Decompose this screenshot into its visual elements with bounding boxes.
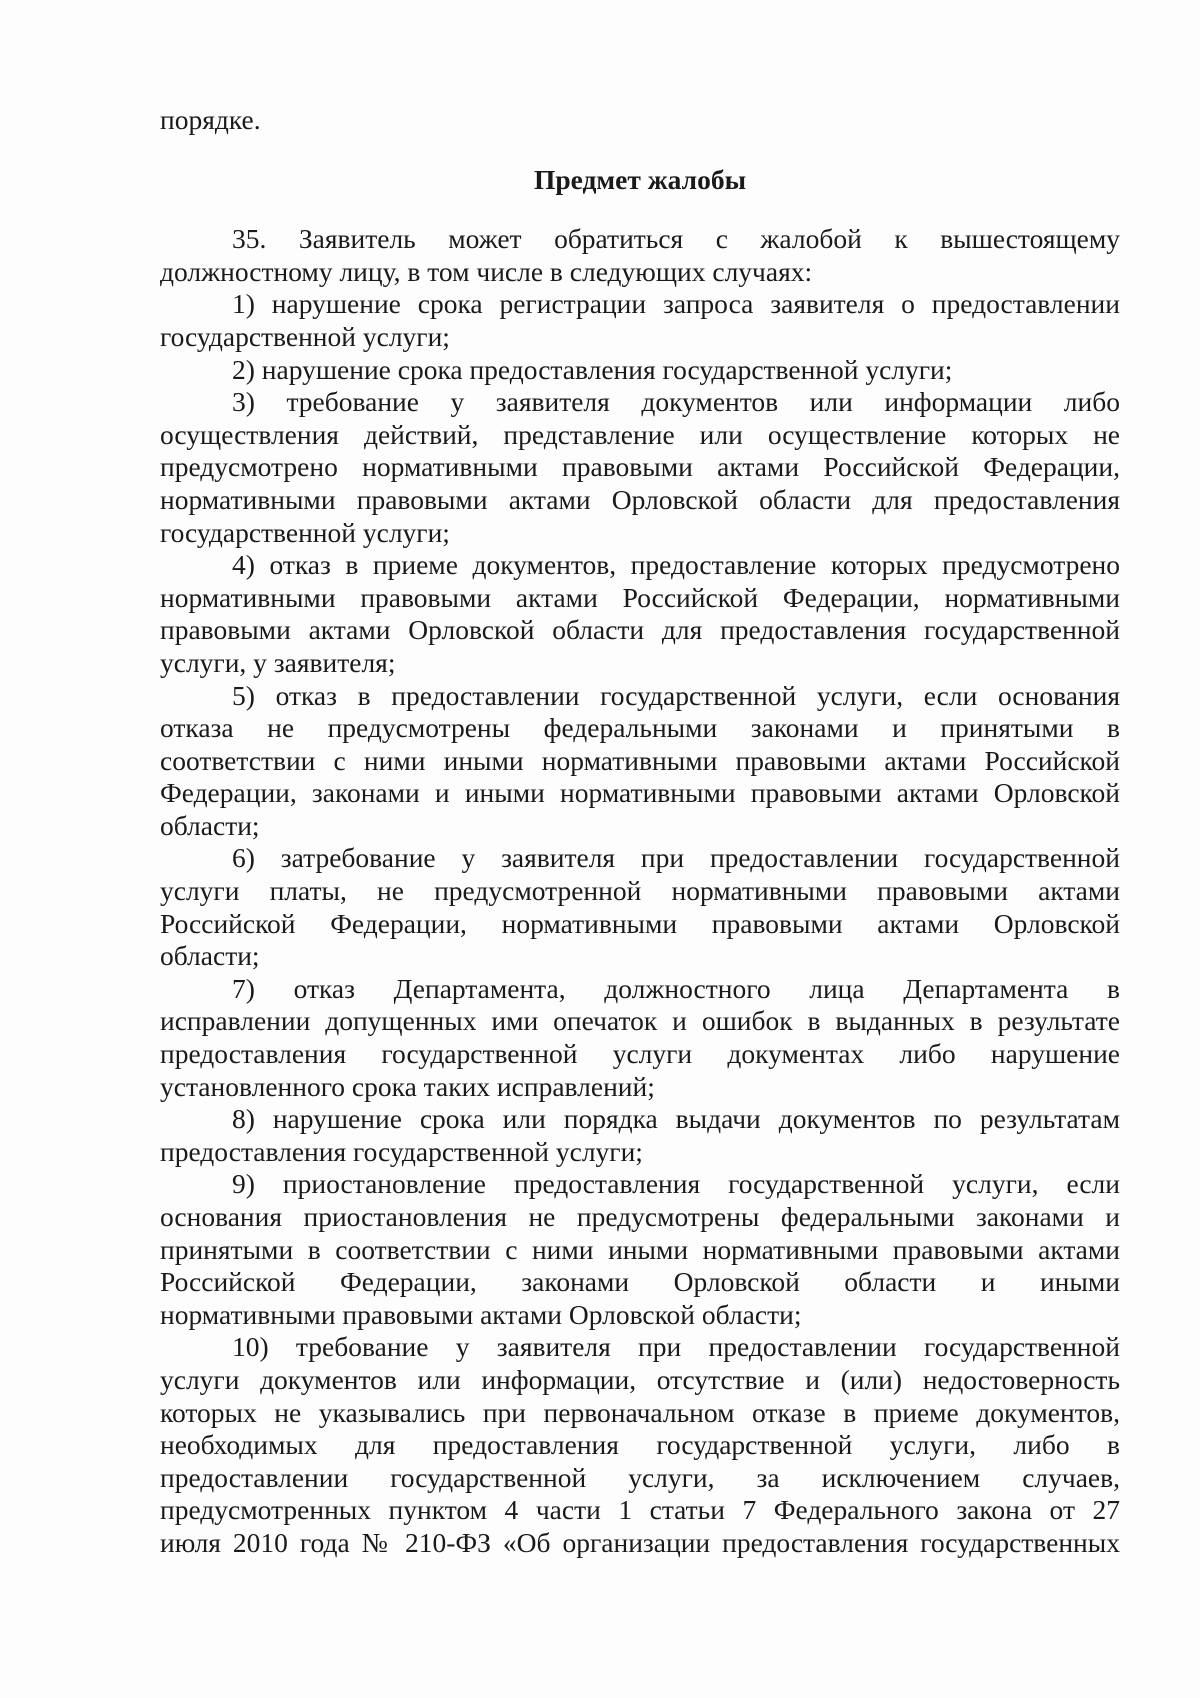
text-line: 3) требование у заявителя документов или информации либо bbox=[232, 386, 1120, 418]
text-line: нормативными правовыми актами Российской Федерации, нормативными bbox=[160, 581, 1120, 613]
text-line: исправлении допущенных ими опечаток и ошибок в выданных в результате bbox=[160, 1005, 1120, 1037]
text-line: должностному лицу, в том числе в следующих случаях: bbox=[160, 255, 813, 287]
text-line: июля 2010 года № 210-ФЗ «Об организации предоставления государственных bbox=[160, 1526, 1120, 1558]
text-line: которых не указывались при первоначальном отказе в приеме документов, bbox=[160, 1396, 1120, 1428]
document-body bbox=[160, 104, 1120, 1560]
text-line: правовыми актами Орловской области для предоставления государственной bbox=[160, 614, 1120, 646]
text-line: нормативными правовыми актами Орловской области; bbox=[160, 1298, 802, 1330]
text-line: 7) отказ Департамента, должностного лица Департамента в bbox=[232, 972, 1120, 1004]
text-line: услуги платы, не предусмотренной нормативными правовыми актами bbox=[160, 875, 1120, 907]
text-line: отказа не предусмотрены федеральными законами и принятыми в bbox=[160, 712, 1120, 744]
continuation-text: порядке. bbox=[160, 104, 261, 135]
section-title: Предмет жалобы bbox=[533, 163, 747, 195]
text-line: услуги, у заявителя; bbox=[160, 646, 396, 678]
text-line: нормативными правовыми актами Орловской области для предоставления bbox=[160, 483, 1120, 515]
text-line: осуществления действий, представление или осуществление которых не bbox=[160, 418, 1120, 450]
text-line: области; bbox=[160, 940, 260, 972]
text-line: 10) требование у заявителя при предоставлении государственной bbox=[232, 1331, 1120, 1363]
text-line: области; bbox=[160, 809, 260, 841]
text-line: 4) отказ в приеме документов, предоставление которых предусмотрено bbox=[232, 549, 1120, 581]
text-line: предусмотрено нормативными правовыми актами Российской Федерации, bbox=[160, 451, 1120, 483]
text-line: Российской Федерации, законами Орловской области и иными bbox=[160, 1266, 1120, 1298]
text-line: 5) отказ в предоставлении государственной услуги, если основания bbox=[232, 679, 1120, 711]
text-line: 2) нарушение срока предоставления государственной услуги; bbox=[232, 353, 953, 385]
text-line: установленного срока таких исправлений; bbox=[160, 1070, 655, 1102]
text-line: 35. Заявитель может обратиться с жалобой к вышестоящему bbox=[232, 223, 1120, 255]
paragraph-lines bbox=[160, 223, 1120, 1559]
text-line: соответствии с ними иными нормативными правовыми актами Российской bbox=[160, 744, 1120, 776]
text-line: основания приостановления не предусмотрены федеральными законами и bbox=[160, 1201, 1120, 1232]
text-line: предусмотренных пунктом 4 части 1 статьи 7 Федерального закона от 27 bbox=[160, 1494, 1120, 1526]
text-line: 6) затребование у заявителя при предоставлении государственной bbox=[232, 842, 1120, 874]
text-line: 1) нарушение срока регистрации запроса заявителя о предоставлении bbox=[232, 288, 1120, 320]
text-line: государственной услуги; bbox=[160, 320, 450, 352]
text-line: государственной услуги; bbox=[160, 516, 450, 548]
text-line: необходимых для предоставления государственной услуги, либо в bbox=[160, 1429, 1120, 1461]
text-line: 8) нарушение срока или порядка выдачи документов по результатам bbox=[232, 1103, 1120, 1135]
text-line: Российской Федерации, нормативными правовыми актами Орловской bbox=[160, 907, 1120, 939]
text-line: 9) приостановление предоставления государственной услуги, если bbox=[232, 1168, 1120, 1200]
text-line: предоставления государственной услуги документах либо нарушение bbox=[160, 1038, 1120, 1070]
text-line: предоставлении государственной услуги, за исключением случаев, bbox=[160, 1461, 1120, 1493]
text-line: принятыми в соответствии с ними иными нормативными правовыми актами bbox=[160, 1233, 1120, 1265]
text-line: предоставления государственной услуги; bbox=[160, 1135, 643, 1167]
text-line: Федерации, законами и иными нормативными правовыми актами Орловской bbox=[160, 777, 1120, 809]
text-line: услуги документов или информации, отсутствие и (или) недостоверность bbox=[160, 1363, 1120, 1395]
